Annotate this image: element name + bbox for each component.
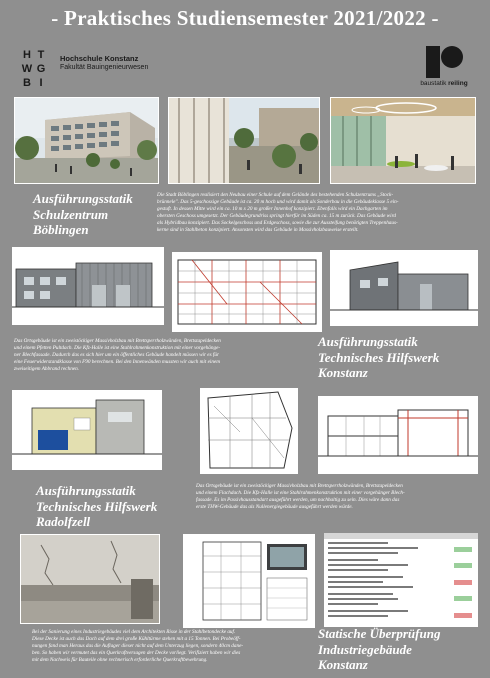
text-line: und einem Pfetten Pultdach. Die Kfz-Halle ist eine Stahlrahmenkonstruktion mit einer vorgehänge-: [14, 345, 221, 352]
text-line: gestuft. In dessen Mitte wird ein ca. 10 m x 20 m großer Innenhof konzipiert. Ebenfalls wird ein Dachgarten im: [157, 206, 388, 213]
industrial-ceiling-photo: [20, 534, 160, 624]
text-line: Die Stadt Böblingen realisiert den Neubau einer Schule auf dem Gelände des bestehenden Schulzentrums „Stock-: [157, 192, 394, 198]
text-line: fassade. Es im Passivhausstandart ausgeführt werden, um nachhaltig zu sein. Dies wäre dann das: [196, 497, 400, 504]
poster-title: - Praktisches Studiensemester 2021/2022 -: [51, 6, 439, 30]
text-line: und einem Flachdach. Die Kfz-Halle ist eine Stahlrahmenkonstruktion mit einer vorgehänger Blech-: [196, 490, 405, 497]
industrial-plan-drawing: [183, 534, 315, 628]
text-line: Das Ortsgebäude ist ein zweistöckiger Massivholzbau mit Brettsperrholzwänden, Brettstapeldecken: [14, 338, 221, 344]
logo-letter: G: [36, 63, 46, 75]
thw-radolfzell-floor-plan: [200, 388, 298, 474]
heading-line: Industriegebäude: [318, 641, 412, 657]
thw-radolfzell-section-drawing: [318, 396, 478, 474]
text-line: obersten Geschoss umgesetzt. Der Gebäudegrundriss springt hierfür im Süden ca. 15 m zurück. Das Gebäude wird: [157, 213, 396, 220]
thw-konstanz-elevation-drawing: [12, 247, 164, 325]
school-name: Hochschule Konstanz: [60, 54, 139, 63]
section-text: [14, 338, 310, 373]
heading-line: Konstanz: [318, 365, 368, 380]
heading-line: Ausführungsstatik: [33, 191, 133, 206]
section-heading: [318, 334, 439, 381]
htwg-logo: [20, 48, 180, 92]
school-department: Fakultät Bauingenieurwesen: [60, 64, 149, 71]
brand-prefix: baustatik: [420, 80, 447, 87]
heading-line: Böblingen: [33, 222, 89, 237]
logo-letter: W: [21, 63, 33, 75]
text-line: erste THW-Gebäude das als Nullenergiegebäude ausgeführt werden würde.: [196, 504, 353, 511]
logo-letter: B: [23, 77, 31, 89]
school-interior-render: [330, 97, 476, 184]
brand-name: [416, 80, 472, 87]
heading-line: Technisches Hilfswerk: [36, 498, 158, 514]
text-line: Das Ortsgebäude ist ein zweistöckiger Massivholzbau mit Brettsperrholzwänden, Brettstapeldecken: [196, 483, 403, 489]
text-line: mit dem Nachweis für Bauteile ohne rechnerisch erforderliche Querkraftbewehrung.: [32, 657, 208, 664]
brand-mark-icon: [424, 46, 464, 78]
baustatik-reiling-logo: [416, 46, 472, 92]
section-text: [157, 192, 477, 235]
section-heading: [318, 626, 440, 673]
logo-letter: I: [39, 77, 43, 89]
heading-line: Technisches Hilfswerk: [318, 349, 440, 365]
section-heading: [36, 483, 157, 530]
htwg-letters: [20, 48, 60, 92]
thw-radolfzell-elevation: [12, 390, 162, 470]
text-line: zweiseitigem Abbrand rechnen.: [14, 366, 79, 373]
section-text: [32, 629, 302, 664]
heading-line: Radolfzell: [36, 514, 91, 529]
text-line: kerne sind in Stahlbeton konzipiert. Ansonsten wird das Gebäude in Massivholzbauweise erstellt.: [157, 227, 359, 234]
school-exterior-render: [14, 97, 159, 184]
heading-line: Statische Überprüfung: [318, 626, 441, 641]
heading-line: Ausführungsstatik: [36, 483, 136, 498]
text-line: ben. So haben wir vermutet das ein Querkraftversagen der Decke vorliegt. Verifiziert haben wir dies: [32, 650, 241, 657]
thw-konstanz-side-elevation: [330, 250, 478, 326]
text-line: Bei der Sanierung eines Industriegebäudes viel dem Architekten Risse in der Stahlbetondecke auf.: [32, 629, 236, 635]
logo-letter: T: [37, 49, 45, 61]
logo-letter: H: [23, 49, 31, 61]
heading-line: Konstanz: [318, 657, 368, 672]
thw-konstanz-floor-plan: [172, 252, 322, 332]
text-line: als Hybridbau konzipiert. Das Sockelgeschoss und Erdgeschoss, sowie die zur Aussteifung benötigten Treppenhaus-: [157, 220, 398, 227]
school-courtyard-render: [168, 97, 320, 184]
text-line: nungen fand man Heraus das die Auflager dieser nicht auf dem Unterzug liegen, sondern 40cm dane-: [32, 643, 244, 650]
brand-suffix: reiling: [448, 80, 468, 87]
text-line: ner Blechfassade. Dadurch das es sich hier um ein öffentliches Gebäude handelt müssen wir es für: [14, 352, 219, 359]
section-heading: [33, 191, 133, 238]
section-text: [196, 483, 482, 511]
heading-line: Ausführungsstatik: [318, 334, 418, 349]
shear-force-calculation-sheet: [324, 533, 478, 627]
text-line: brünnele". Das 5-geschossige Gebäude ist ca. 20 m hoch und wird damit als Sonderbau in die Gebäudeklasse 5 ein-: [157, 199, 399, 206]
text-line: eine Feuerwiderstandklasse von F90 berechnen. Bei den Innenwänden mussten wir auch mit einem: [14, 359, 220, 366]
text-line: Diese Decke ist auch das Dach auf dem drei große Kühltürme stehen mit a 15 Tonnen. Bei Probeöff-: [32, 636, 241, 643]
heading-line: Schulzentrum: [33, 206, 109, 222]
